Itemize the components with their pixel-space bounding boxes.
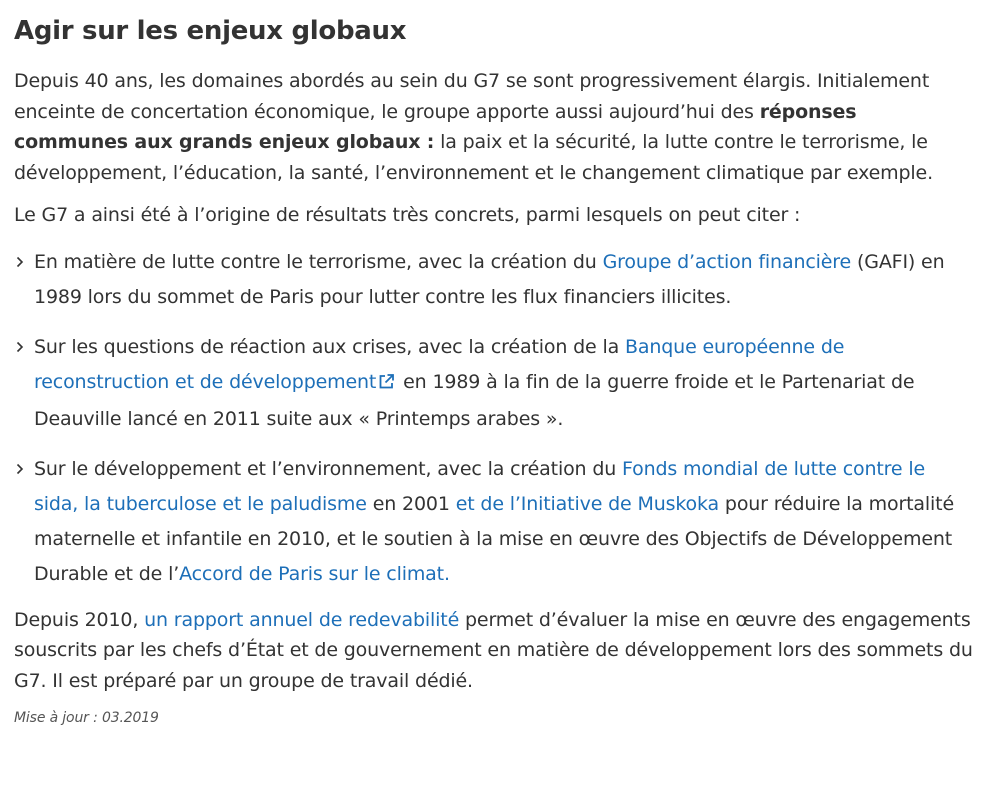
item-text: Sur les questions de réaction aux crises, avec la création de la	[34, 335, 625, 358]
page-title: Agir sur les enjeux globaux	[14, 16, 407, 46]
external-link-icon	[378, 367, 395, 402]
link-gafi[interactable]: Groupe d’action financière	[602, 250, 852, 273]
lead-paragraph: Le G7 a ainsi été à l’origine de résultats très concrets, parmi lesquels on peut citer :	[14, 204, 801, 226]
intro-paragraph	[14, 66, 974, 188]
results-list	[14, 245, 974, 592]
item-text: En matière de lutte contre le terrorisme, avec la création du	[34, 250, 603, 273]
outro-paragraph	[14, 605, 974, 697]
outro-text-2: permet d’évaluer la mise en œuvre des engagements souscrits par les chefs d’État et de gouvernement en matière de développement lors des sommets du G7. Il est préparé par un groupe de travail dédié.	[14, 608, 973, 692]
item-text: (GAFI) en 1989 lors du sommet de Paris pour lutter contre les flux financiers illicites.	[34, 250, 945, 308]
chevron-right-icon	[14, 452, 26, 487]
chevron-right-icon	[14, 330, 26, 365]
chevron-right-icon	[14, 245, 26, 280]
item-text: pour réduire la mortalité maternelle et infantile en 2010, et le soutien à la mise en œuvre des Objectifs de Développement Durable et de l’	[34, 492, 955, 585]
link-rapport-redevabilite[interactable]: un rapport annuel de redevabilité	[144, 608, 460, 631]
item-text: en 2001	[366, 492, 456, 515]
link-berd-label: Banque européenne de reconstruction et de développement	[34, 335, 845, 393]
intro-text-2: la paix et la sécurité, la lutte contre le terrorisme, le développement, l’éducation, la santé, l’environnement et le changement climatique par exemple.	[14, 131, 933, 184]
link-fonds-mondial[interactable]: Fonds mondial de lutte contre le sida, la tuberculose et le paludisme	[34, 457, 926, 515]
intro-text-1: Depuis 40 ans, les domaines abordés au sein du G7 se sont progressivement élargis. Initialement enceinte de concertation économique, le groupe apporte aussi aujourd’hui des	[14, 70, 930, 123]
item-text: en 1989 à la fin de la guerre froide et le Partenariat de Deauville lancé en 2011 suite aux « Printemps arabes ».	[34, 370, 915, 430]
list-item	[14, 330, 974, 437]
list-item	[14, 245, 974, 315]
article	[0, 14, 988, 728]
outro-text-1: Depuis 2010,	[14, 608, 145, 631]
link-muskoka[interactable]: et de l’Initiative de Muskoka	[455, 492, 720, 515]
intro-bold: réponses communes aux grands enjeux globaux :	[14, 100, 857, 153]
list-item	[14, 452, 974, 592]
item-text: Sur le développement et l’environnement, avec la création du	[34, 457, 623, 480]
link-accord-paris[interactable]: Accord de Paris sur le climat.	[179, 562, 450, 585]
update-date: Mise à jour : 03.2019	[14, 710, 159, 726]
